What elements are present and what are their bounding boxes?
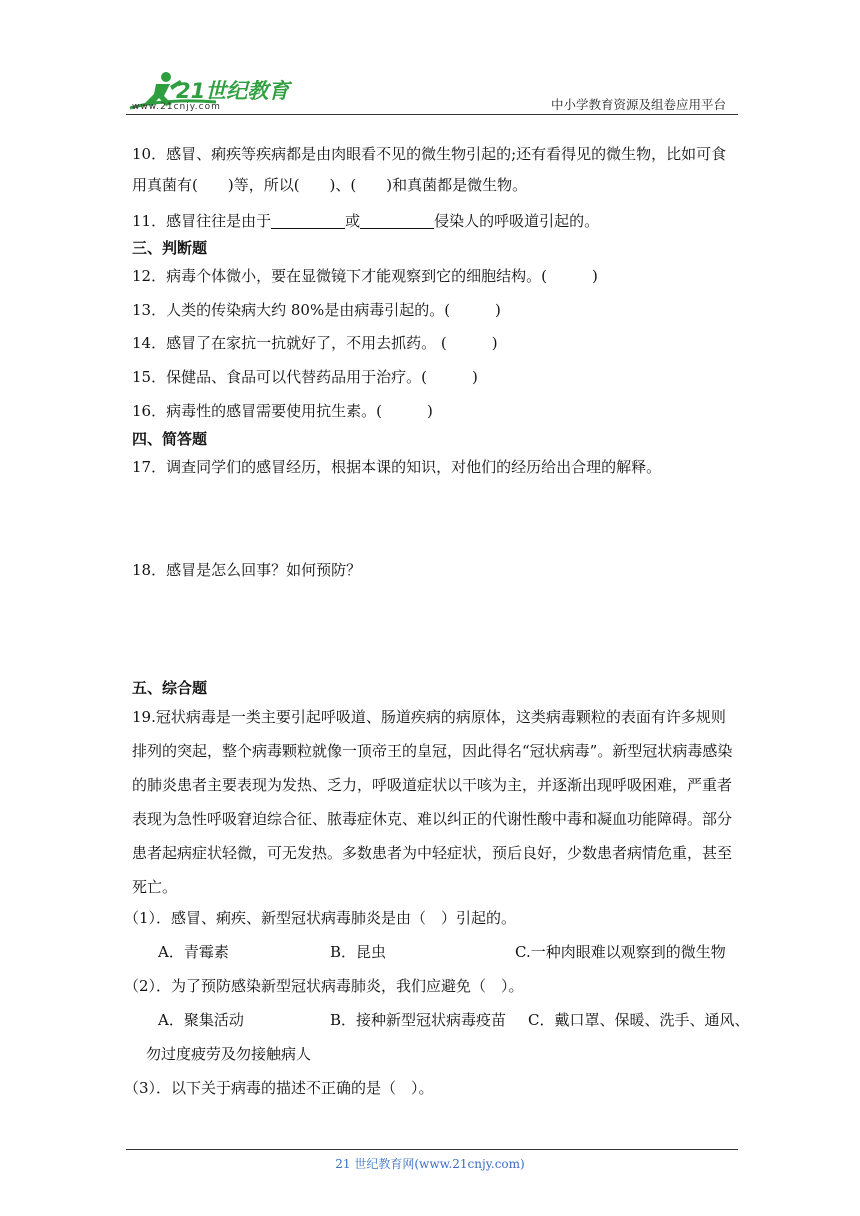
q19-sub1-option-c[interactable]: C.一种肉眼难以观察到的微生物 — [515, 943, 726, 961]
q19-sub2-stem: （2）．为了预防感染新型冠状病毒肺炎，我们应避免（ ）。 — [124, 977, 524, 995]
q19-sub3-stem: （3）．以下关于病毒的描述不正确的是（ ）。 — [124, 1079, 434, 1097]
q11-prefix: 11．感冒往往是由于 — [132, 212, 272, 230]
q11-suffix: 侵染人的呼吸道引起的。 — [434, 212, 600, 230]
section-judge-heading: 三、判断题 — [132, 239, 208, 257]
q17: 17．调查同学们的感冒经历，根据本课的知识，对他们的经历给出合理的解释。 — [132, 458, 662, 476]
logo-url: www.21cnjy.com — [132, 102, 221, 112]
q19-para-line1: 19.冠状病毒是一类主要引起呼吸道、肠道疾病的病原体，这类病毒颗粒的表面有许多规则 — [132, 708, 726, 726]
footer-divider — [126, 1149, 738, 1150]
q19-para-line6: 死亡。 — [132, 878, 178, 896]
section-short-heading: 四、简答题 — [132, 430, 208, 448]
q11-blank-1[interactable] — [271, 212, 345, 229]
q11-blank-2[interactable] — [360, 212, 434, 229]
site-logo[interactable] — [126, 68, 296, 118]
q19-sub2-option-c[interactable]: C．戴口罩、保暖、洗手、通风、 — [528, 1011, 750, 1029]
q10-line2: 用真菌有( )等，所以( )、( )和真菌都是微生物。 — [132, 176, 528, 194]
svg-text:21世纪教育: 21世纪教育 — [176, 79, 290, 103]
q19-sub2-option-c-cont: 勿过度疲劳及勿接触病人 — [146, 1045, 312, 1063]
q11-mid: 或 — [345, 212, 361, 230]
header-divider — [126, 114, 738, 115]
platform-label: 中小学教育资源及组卷应用平台 — [550, 97, 726, 112]
q19-sub2-option-b[interactable]: B．接种新型冠状病毒疫苗 — [330, 1011, 507, 1029]
footer-link[interactable]: 21 世纪教育网(www.21cnjy.com) — [335, 1157, 525, 1171]
q19-sub1-option-a[interactable]: A．青霉素 — [158, 943, 229, 961]
section-comprehensive-heading: 五、综合题 — [132, 679, 208, 697]
q13: 13．人类的传染病大约 80%是由病毒引起的。( ) — [132, 301, 501, 319]
q10-line1: 10．感冒、痢疾等疾病都是由肉眼看不见的微生物引起的;还有看得见的微生物，比如可食 — [132, 145, 727, 163]
q19-sub2-option-a[interactable]: A．聚集活动 — [158, 1011, 244, 1029]
q19-para-line4: 表现为急性呼吸窘迫综合征、脓毒症休克、难以纠正的代谢性酸中毒和凝血功能障碍。部分 — [132, 810, 733, 828]
q12: 12．病毒个体微小，要在显微镜下才能观察到它的细胞结构。( ) — [132, 267, 598, 285]
q14: 14．感冒了在家抗一抗就好了，不用去抓药。 ( ) — [132, 334, 498, 352]
q11 — [132, 211, 599, 231]
q18: 18．感冒是怎么回事？如何预防？ — [132, 561, 362, 579]
q15: 15．保健品、食品可以代替药品用于治疗。( ) — [132, 368, 478, 386]
q19-para-line3: 的肺炎患者主要表现为发热、乏力，呼吸道症状以干咳为主，并逐渐出现呼吸困难，严重者 — [132, 776, 733, 794]
q19-para-line2: 排列的突起，整个病毒颗粒就像一顶帝王的皇冠，因此得名“冠状病毒”。新型冠状病毒感染 — [132, 742, 733, 760]
q16: 16．病毒性的感冒需要使用抗生素。( ) — [132, 402, 433, 420]
q19-sub1-stem: （1）．感冒、痢疾、新型冠状病毒肺炎是由（ ）引起的。 — [124, 909, 517, 927]
q19-sub1-option-b[interactable]: B．昆虫 — [330, 943, 387, 961]
q19-para-line5: 患者起病症状轻微，可无发热。多数患者为中轻症状，预后良好，少数患者病情危重，甚至 — [132, 844, 733, 862]
